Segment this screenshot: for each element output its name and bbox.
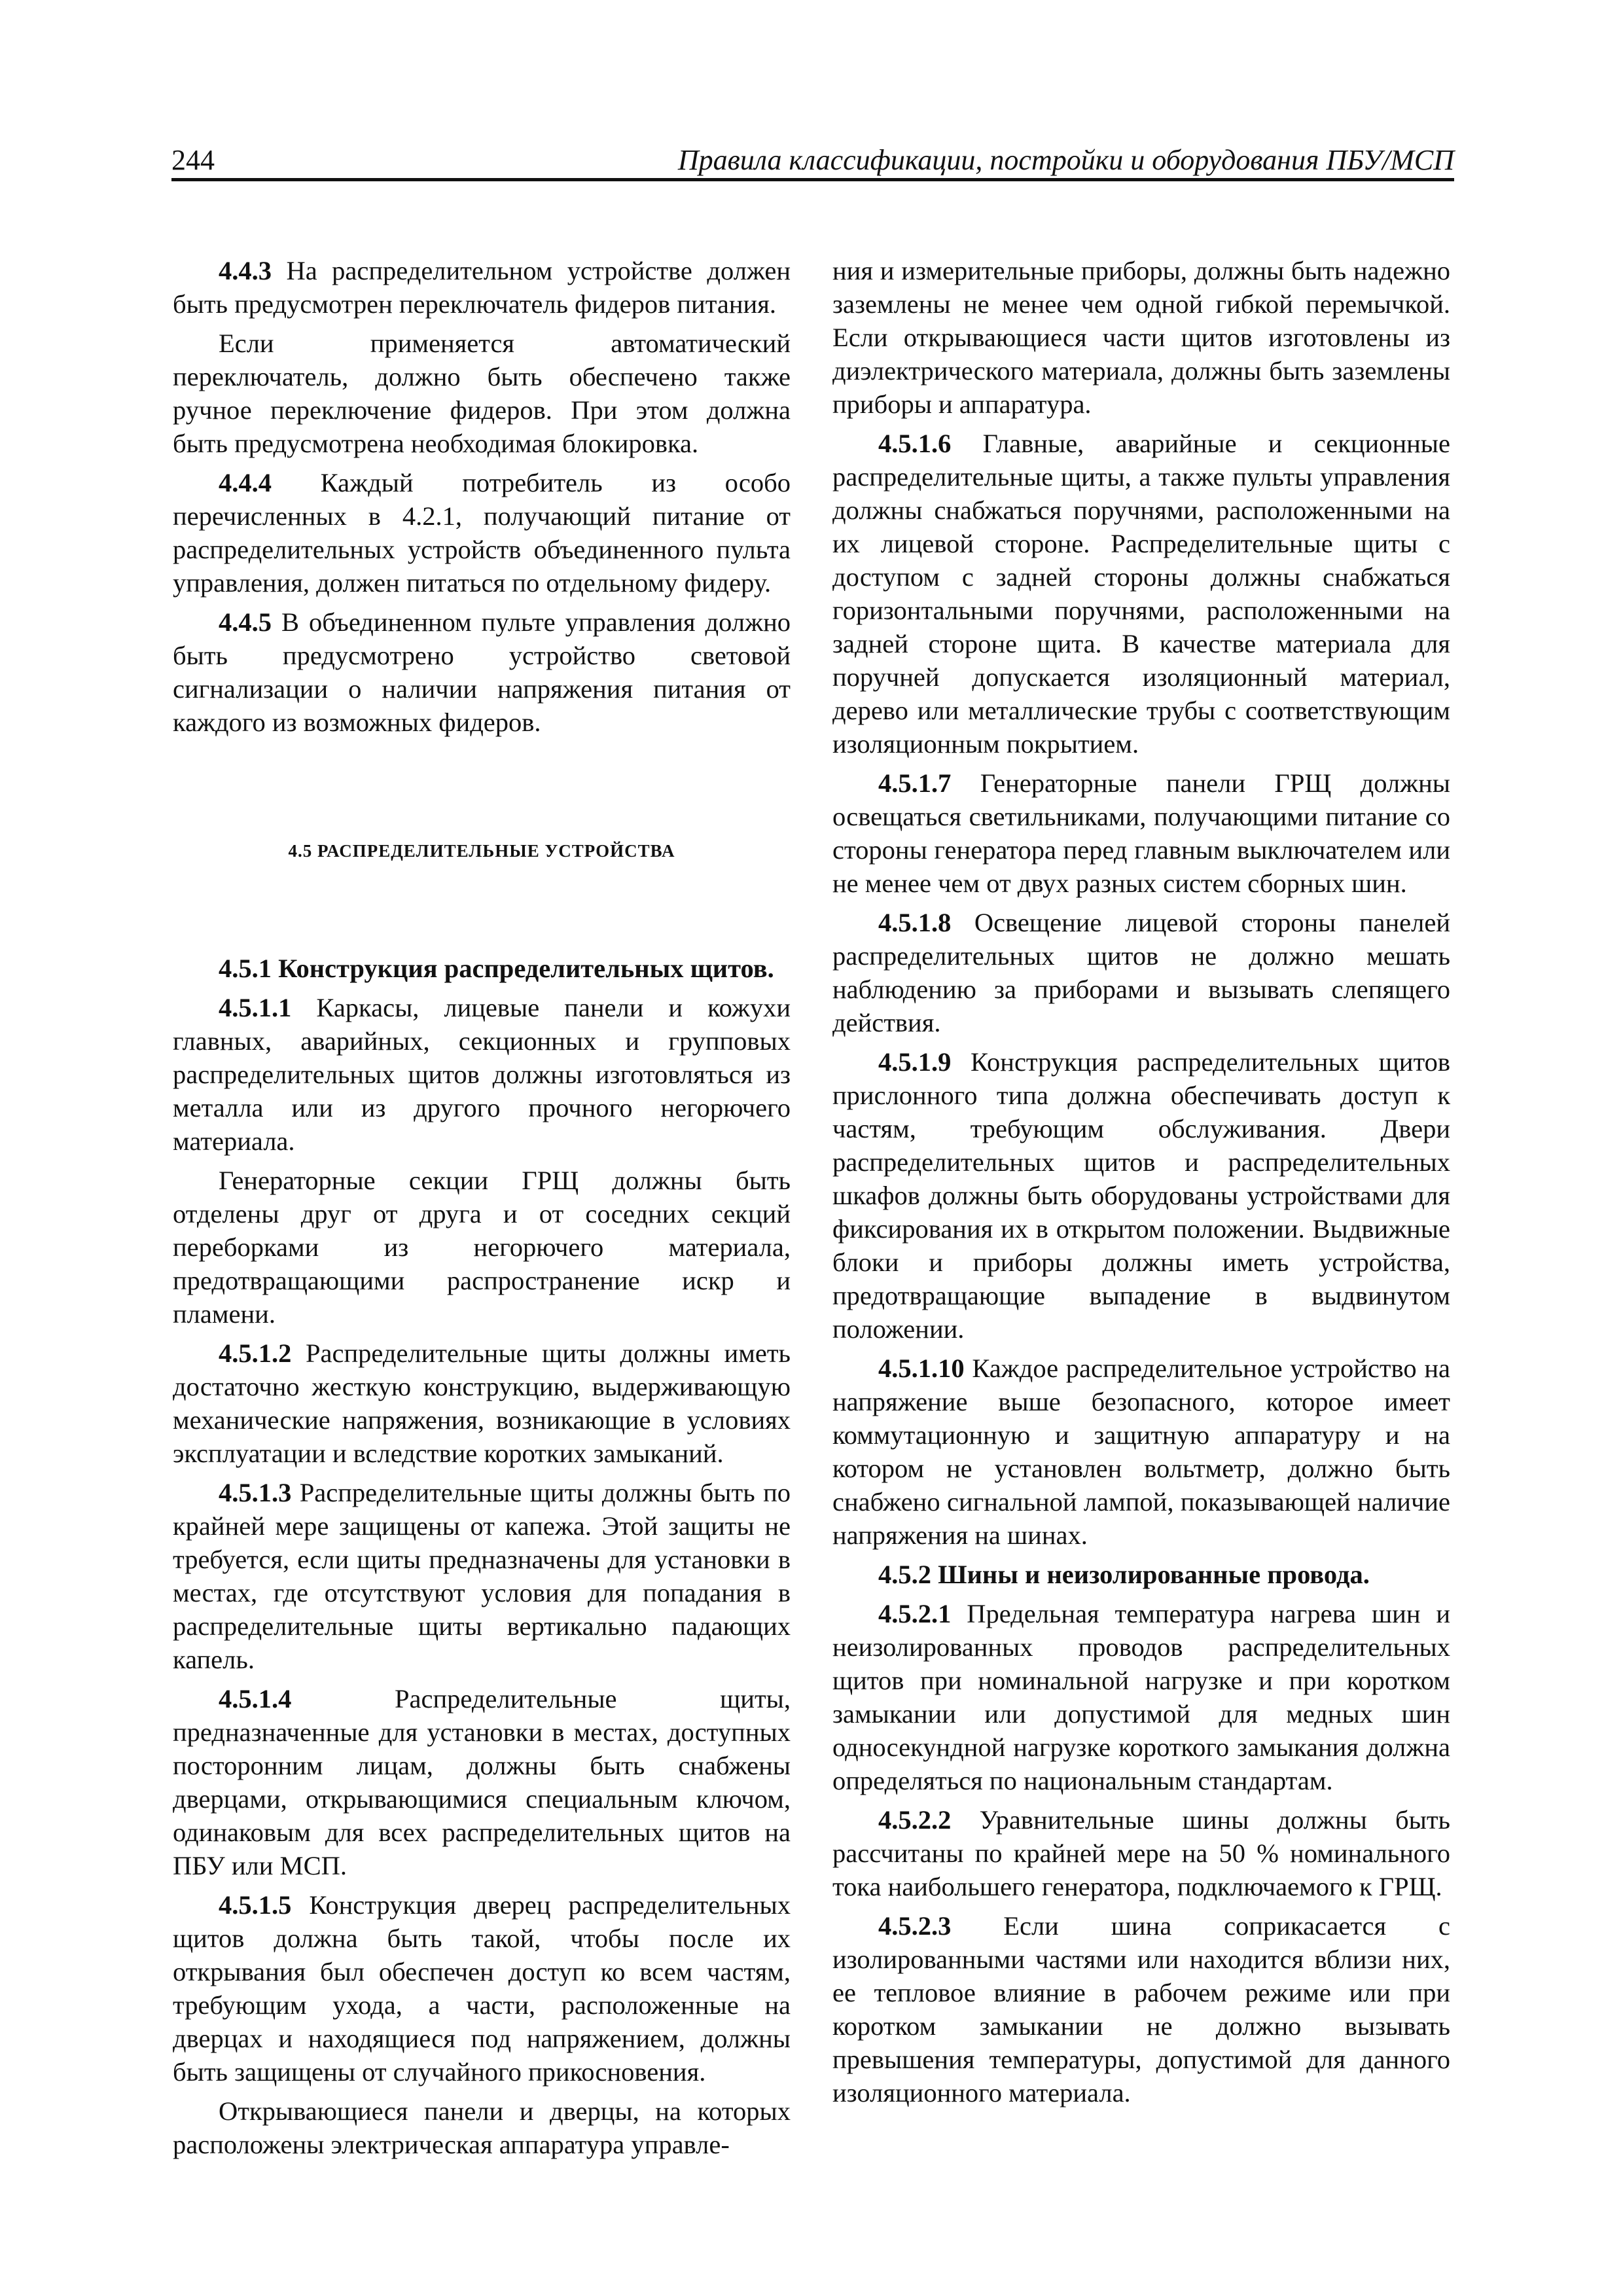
paragraph-4-5-1-5 [173, 1888, 791, 2089]
paragraph-4-4-4 [173, 466, 791, 600]
clause-text: Главные, аварийные и секционные распределительные щиты, а также пульты управления должны снабжаться поручнями, расположенными на их лицевой стороне. Распределительные щиты с доступом с задней стороны должны снабжаться горизонтальными поручнями, расположенными на задней стороне щита. В качестве материала для поручней допускается изоляционный материал, дерево или металлические трубы с соответствующим изоляционным покрытием. [832, 429, 1450, 759]
clause-number: 4.5.1.3 [219, 1478, 292, 1507]
clause-number: 4.5.2.1 [878, 1599, 952, 1628]
paragraph-4-5-1-2 [173, 1336, 791, 1470]
clause-text: На распределительном устройстве должен быть предусмотрен переключатель фидеров питания. [173, 256, 791, 319]
clause-text: Генераторные панели ГРЩ должны освещаться светильниками, получающими питание со стороны генератора перед главным выключателем или не менее чем от двух разных систем сборных шин. [832, 768, 1450, 898]
clause-number: 4.5.1.1 [219, 993, 292, 1022]
paragraph-4-4-3 [173, 254, 791, 321]
paragraph-4-5-1-8 [832, 906, 1450, 1039]
paragraph-4-5-1-6 [832, 427, 1450, 761]
paragraph-4-5-2-3 [832, 1909, 1450, 2109]
clause-text: Конструкция дверец распределительных щитов должна быть такой, чтобы после их открывания был обеспечен доступ ко всем частям, требующим ухода, а части, расположенные на дверцах и находящиеся под напряжением, должны быть защищены от случайного прикосновения. [173, 1890, 791, 2087]
subsection-heading-4-5-2: 4.5.2 Шины и неизолированные провода. [878, 1560, 1370, 1589]
clause-text: Каждый потребитель из особо перечисленных в 4.2.1, получающий питание от распределительных устройств объединенного пульта управления, должен питаться по отдельному фидеру. [173, 468, 791, 598]
clause-number: 4.5.1.7 [878, 768, 952, 798]
paragraph-4-5-1-5-tail: ния и измерительные приборы, должны быть надежно заземлены не менее чем одной гибкой перемычкой. Если открывающиеся части щитов изготовлены из диэлектрического материала, должны быть заземлены приборы и аппаратура. [832, 256, 1450, 419]
clause-number: 4.5.1.9 [878, 1047, 952, 1077]
paragraph-4-5-1-1-continued: Генераторные секции ГРЩ должны быть отделены друг от друга и от соседних секций переборками из негорючего материала, предотвращающими распространение искр и пламени. [173, 1166, 791, 1329]
right-column [832, 254, 1450, 2115]
paragraph-4-5-1-10 [832, 1352, 1450, 1552]
paragraph-4-4-5 [173, 605, 791, 739]
clause-text: Каждое распределительное устройство на напряжение выше безопасного, которое имеет коммутационную и защитную аппаратуру и на котором не установлен вольтметр, должно быть снабжено сигнальной лампой, показывающей наличие напряжения на шинах. [832, 1354, 1450, 1550]
clause-number: 4.4.4 [219, 468, 272, 497]
clause-text: Распределительные щиты должны иметь достаточно жесткую конструкцию, выдерживающую механические напряжения, возникающие в условиях эксплуатации и вследствие коротких замыканий. [173, 1338, 791, 1468]
paragraph-4-5-2-2 [832, 1803, 1450, 1903]
clause-text: Если шина соприкасается с изолированными частями или находится вблизи них, ее тепловое влияние в рабочем режиме или при коротком замыкании не должно вызывать превышения температуры, допустимой для данного изоляционного материала. [832, 1911, 1450, 2108]
clause-text: Каркасы, лицевые панели и кожухи главных, аварийных, секционных и групповых распределительных щитов должны изготовляться из металла или из другого прочного негорючего материала. [173, 993, 791, 1156]
clause-text: Конструкция распределительных щитов прислонного типа должна обеспечивать доступ к частям, требующим обслуживания. Двери распределительных щитов и распределительных шкафов должны быть оборудованы устройствами для фиксирования их в открытом положении. Выдвижные блоки и приборы должны иметь устройства, предотвращающие выпадение в выдвинутом положении. [832, 1047, 1450, 1344]
paragraph-4-4-3-continued: Если применяется автоматический переключатель, должно быть обеспечено также ручное переключение фидеров. При этом должна быть предусмотрена необходимая блокировка. [173, 329, 791, 458]
paragraph-4-5-2-1 [832, 1597, 1450, 1797]
running-title: Правила классификации, постройки и оборудования ПБУ/МСП [677, 144, 1454, 176]
clause-text: Уравнительные шины должны быть рассчитаны по крайней мере на 50 % номинального тока наибольшего генератора, подключаемого к ГРЩ. [832, 1805, 1450, 1901]
header-rule [171, 178, 1454, 181]
paragraph-4-5-1-7 [832, 766, 1450, 900]
subsection-heading-4-5-1: 4.5.1 Конструкция распределительных щитов. [219, 954, 774, 983]
clause-number: 4.5.2.2 [878, 1805, 952, 1835]
paragraph-4-5-1-1 [173, 991, 791, 1158]
paragraph-4-5-1-5-continued: Открывающиеся панели и дверцы, на которых расположены электрическая аппаратура управле- [173, 2096, 791, 2159]
clause-text: В объединенном пульте управления должно быть предусмотрено устройство световой сигнализации о наличии напряжения питания от каждого из возможных фидеров. [173, 607, 791, 737]
page-header [171, 141, 1454, 181]
clause-text: Распределительные щиты, предназначенные для установки в местах, доступных посторонним лицам, должны быть снабжены дверцами, открывающимися специальным ключом, одинаковым для всех распределительных щитов на ПБУ или МСП. [173, 1684, 791, 1880]
clause-number: 4.4.3 [219, 256, 272, 285]
clause-number: 4.5.1.8 [878, 908, 952, 937]
clause-text: Предельная температура нагрева шин и неизолированных проводов распределительных щитов при номинальной нагрузке и при коротком замыкании или допустимой для медных шин односекундной нагрузке короткого замыкания должна определяться по национальным стандартам. [832, 1599, 1450, 1795]
clause-text: Освещение лицевой стороны панелей распределительных щитов не должно мешать наблюдению за приборами и вызывать слепящего действия. [832, 908, 1450, 1037]
paragraph-4-5-1-4 [173, 1682, 791, 1882]
clause-number: 4.5.1.4 [219, 1684, 292, 1713]
clause-number: 4.5.1.6 [878, 429, 952, 458]
clause-number: 4.5.2.3 [878, 1911, 952, 1941]
left-column [173, 254, 791, 2167]
clause-number: 4.5.1.10 [878, 1354, 965, 1383]
clause-number: 4.5.1.5 [219, 1890, 292, 1920]
clause-number: 4.5.1.2 [219, 1338, 292, 1368]
paragraph-4-5-1-9 [832, 1045, 1450, 1346]
clause-number: 4.4.5 [219, 607, 272, 637]
paragraph-4-5-1-3 [173, 1476, 791, 1676]
clause-text: Распределительные щиты должны быть по крайней мере защищены от капежа. Этой защиты не требуется, если щиты предназначены для установки в местах, где отсутствуют условия для попадания в распределительные щиты вертикально падающих капель. [173, 1478, 791, 1674]
section-heading: 4.5 РАСПРЕДЕЛИТЕЛЬНЫЕ УСТРОЙСТВА [288, 841, 675, 861]
page-number: 244 [171, 144, 215, 176]
